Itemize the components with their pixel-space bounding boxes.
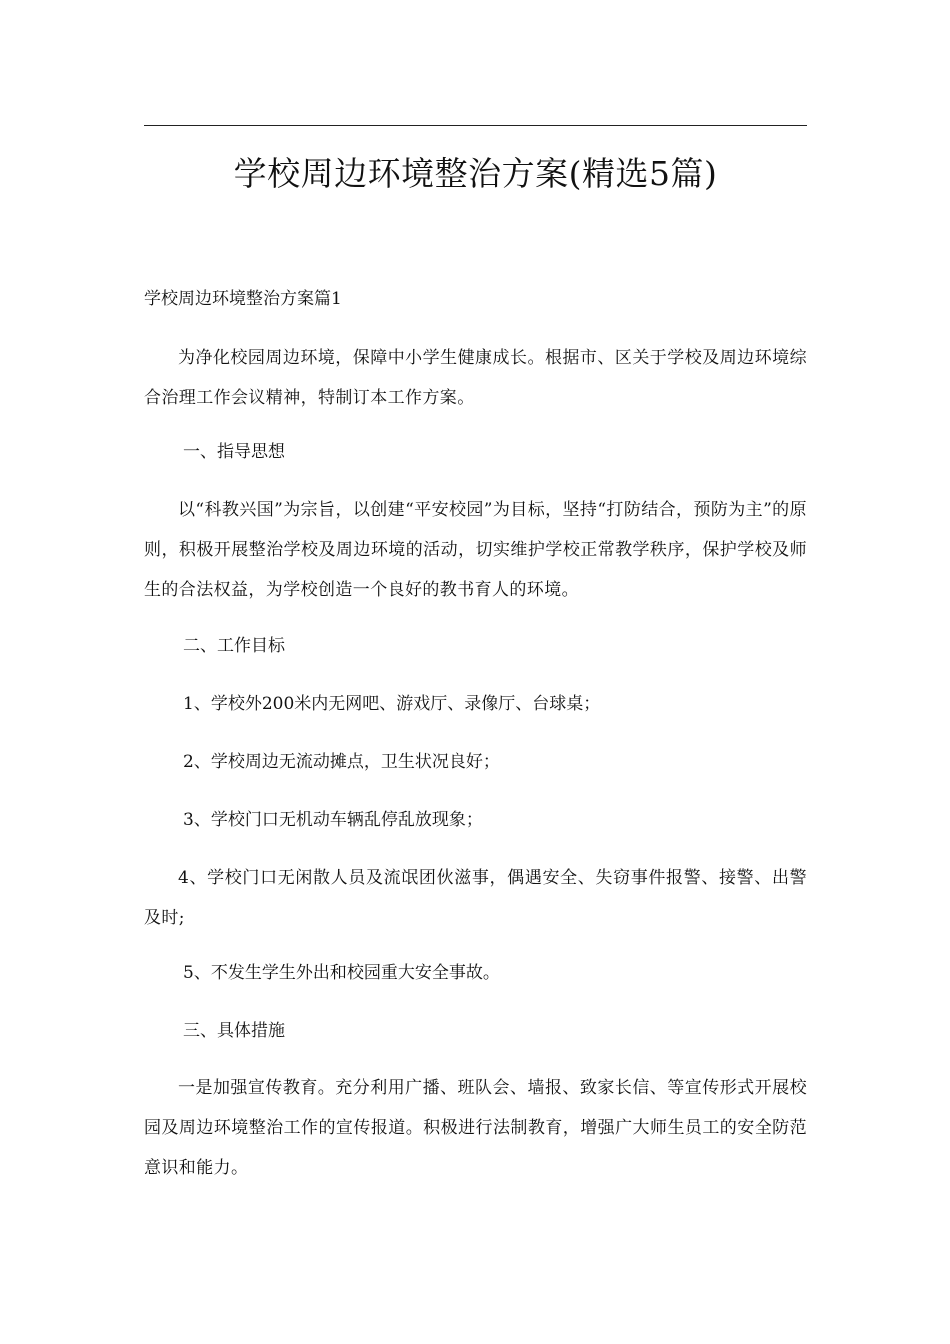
part2-heading: 二、工作目标	[183, 636, 285, 656]
part1-heading: 一、指导思想	[183, 442, 285, 462]
goal-item-2: 2、学校周边无流动摊点，卫生状况良好；	[183, 752, 500, 772]
part3-heading: 三、具体措施	[183, 1021, 285, 1041]
part1-paragraph: 以“科教兴国”为宗旨，以创建“平安校园”为目标，坚持“打防结合，预防为主”的原则，积极开展整治学校及周边环境的活动，切实维护学校正常教学秩序，保护学校及师生的合法权益，为学校创造一个良好的教书育人的环境。	[144, 500, 807, 600]
goal-item-4: 4、学校门口无闲散人员及流氓团伙滋事，偶遇安全、失窃事件报警、接警、出警及时;	[144, 868, 807, 928]
section-heading: 学校周边环境整治方案篇1	[144, 289, 342, 309]
goal-item-1: 1、学校外200米内无网吧、游戏厅、录像厅、台球桌；	[183, 694, 601, 714]
goal-item-3: 3、学校门口无机动车辆乱停乱放现象；	[183, 810, 483, 830]
intro-paragraph: 为净化校园周边环境，保障中小学生健康成长。根据市、区关于学校及周边环境综合治理工作会议精神，特制订本工作方案。	[144, 348, 807, 408]
goal-item-5: 5、不发生学生外出和校园重大安全事故。	[183, 963, 500, 983]
part3-paragraph: 一是加强宣传教育。充分利用广播、班队会、墙报、致家长信、等宣传形式开展校园及周边环境整治工作的宣传报道。积极进行法制教育，增强广大师生员工的安全防范意识和能力。	[144, 1078, 807, 1178]
document-title: 学校周边环境整治方案(精选5篇)	[233, 154, 718, 193]
header-rule	[144, 125, 807, 126]
